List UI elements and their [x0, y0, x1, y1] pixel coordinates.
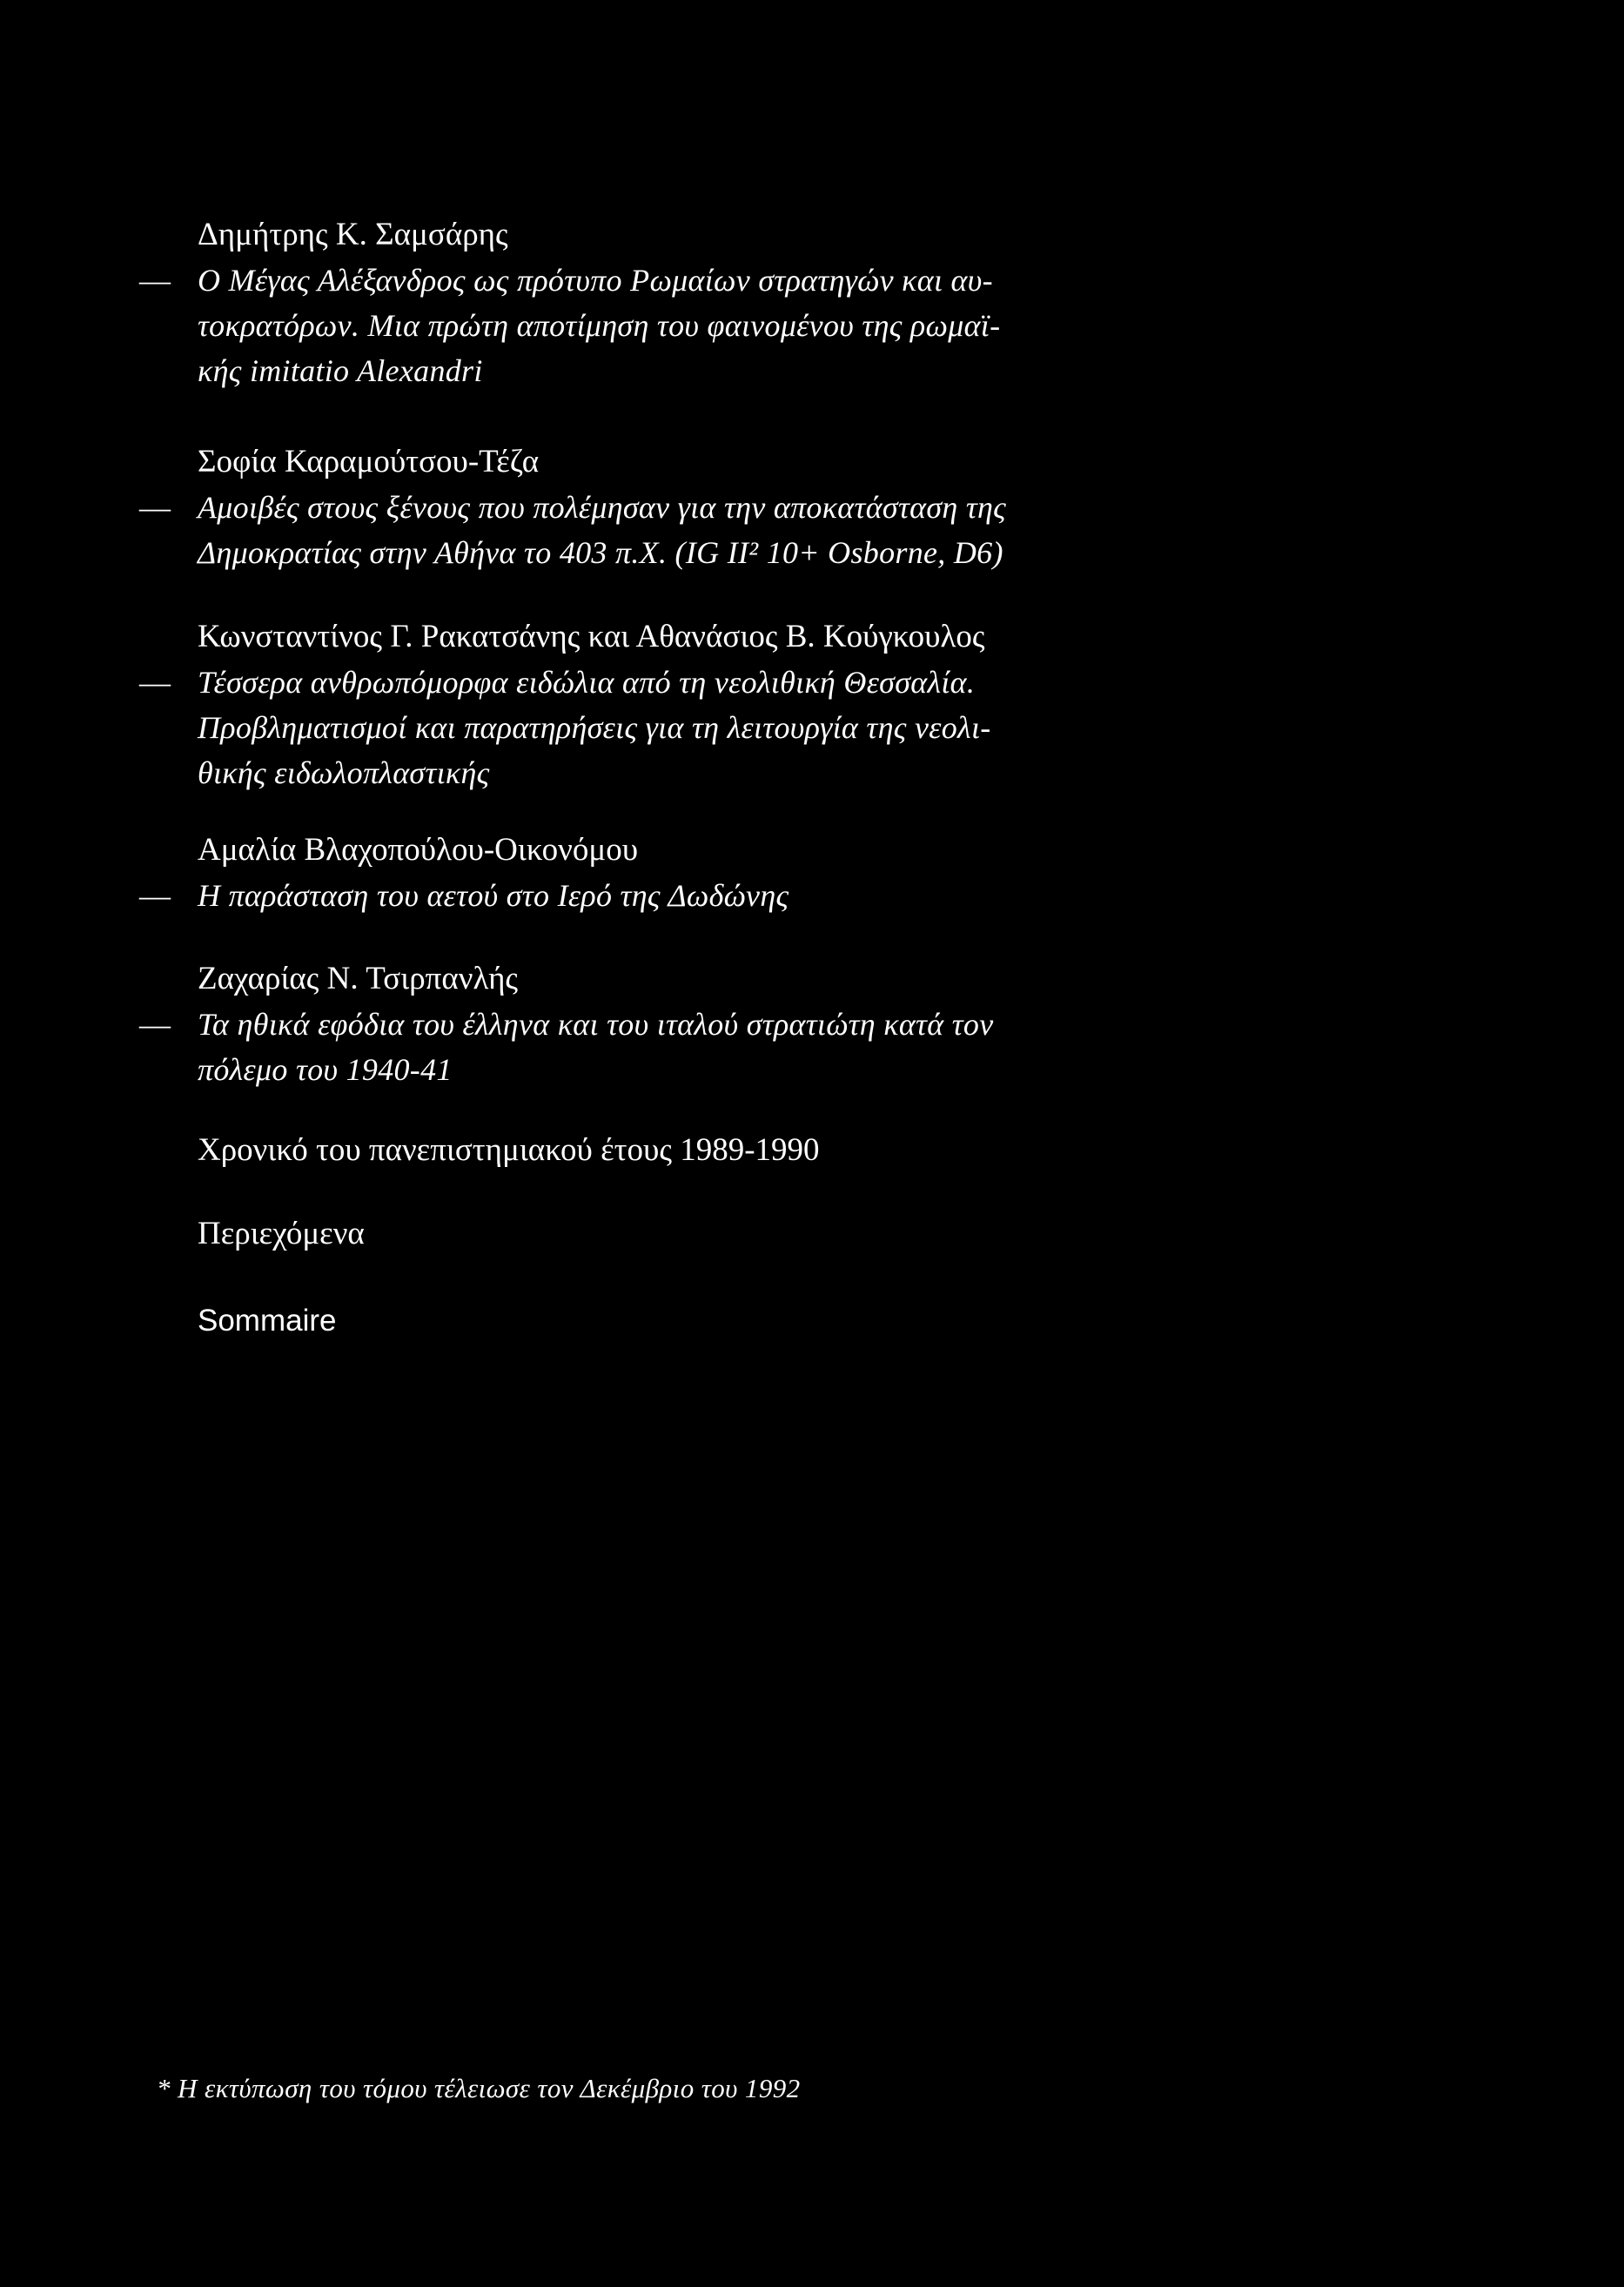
entry-title [139, 660, 1201, 795]
contents-entry [139, 828, 1201, 918]
entry-author: Αμαλία Βλαχοπούλου-Οικονόμου [198, 832, 639, 868]
entry-title [139, 1002, 1201, 1092]
entry-author: Κωνσταντίνος Γ. Ρακατσάνης και Αθανάσιος Β. Κούγκουλος [198, 619, 985, 654]
entry-dash: — [139, 1007, 171, 1042]
chronicle-item: Χρονικό του πανεπιστημιακού έτους 1989-1990 [198, 1132, 820, 1168]
sommaire-heading: Sommaire [198, 1304, 337, 1338]
title-line: Τα ηθικά εφόδια του έλληνα και του ιταλού στρατιώτη κατά τον [198, 1007, 994, 1042]
entry-dash: — [139, 490, 171, 525]
title-line: πόλεμο του 1940-41 [198, 1052, 453, 1087]
entry-title [139, 258, 1201, 393]
entry-dash: — [139, 665, 171, 700]
contents-entry [139, 212, 1201, 393]
title-line: Αμοιβές στους ξένους που πολέμησαν για την αποκατάσταση της [198, 490, 1007, 525]
entry-title [139, 873, 1201, 918]
contents-entry [139, 614, 1201, 795]
entry-author: Ζαχαρίας Ν. Τσιρπανλής [198, 961, 519, 996]
title-line: Προβληματισμοί και παρατηρήσεις για τη λειτουργία της νεολι- [198, 710, 991, 745]
title-line: Ο Μέγας Αλέξανδρος ως πρότυπο Ρωμαίων στρατηγών και αυ- [198, 263, 993, 298]
contents-entry [139, 956, 1201, 1092]
title-line: Η παράσταση του αετού στο Ιερό της Δωδώνης [198, 878, 789, 913]
title-line: τοκρατόρων. Μια πρώτη αποτίμηση του φαινομένου της ρωμαϊ- [198, 308, 1001, 343]
title-line: κής imitatio Alexandri [198, 353, 483, 388]
contents-heading: Περιεχόμενα [198, 1216, 365, 1251]
entry-dash: — [139, 263, 171, 298]
entry-author: Σοφία Καραμούτσου-Τέζα [198, 444, 540, 480]
contents-entry [139, 439, 1201, 575]
entry-dash: — [139, 878, 171, 913]
title-line: Τέσσερα ανθρωπόμορφα ειδώλια από τη νεολιθική Θεσσαλία. [198, 665, 976, 700]
entry-title [139, 485, 1201, 575]
title-line: θικής ειδωλοπλαστικής [198, 755, 490, 790]
footnote: * Η εκτύπωση του τόμου τέλειωσε τον Δεκέμβριο του 1992 [157, 2073, 801, 2103]
entry-author: Δημήτρης Κ. Σαμσάρης [198, 217, 508, 252]
title-line: Δημοκρατίας στην Αθήνα το 403 π.Χ. (IG II² 10+ Osborne, D6) [198, 535, 1003, 570]
